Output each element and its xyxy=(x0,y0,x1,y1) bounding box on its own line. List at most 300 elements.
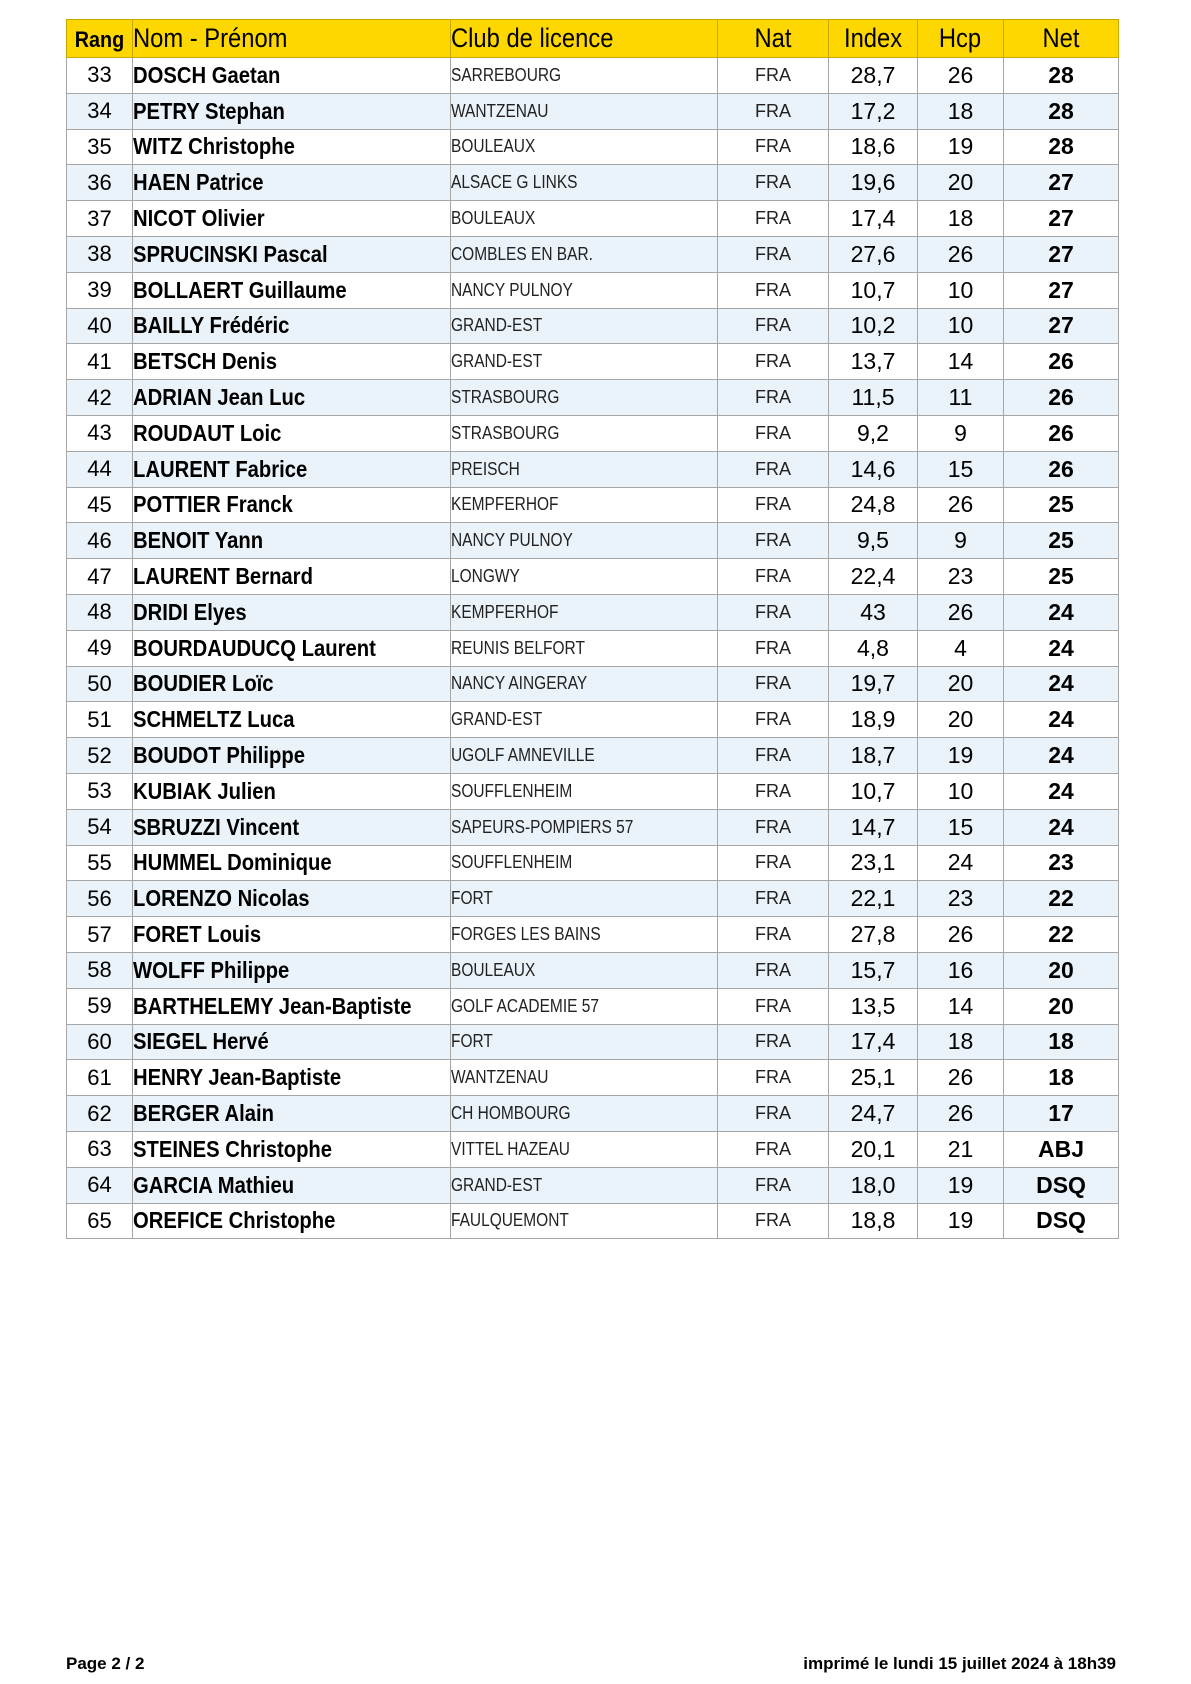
cell-club xyxy=(451,881,718,917)
cell-net: 26 xyxy=(1004,344,1119,380)
cell-club xyxy=(451,380,718,416)
cell-index: 22,4 xyxy=(829,559,918,595)
cell-nat: FRA xyxy=(718,1096,829,1132)
cell-nom-text: BOURDAUDUCQ Laurent xyxy=(133,634,376,661)
cell-nom-text: BOUDOT Philippe xyxy=(133,742,306,769)
cell-hcp: 14 xyxy=(918,988,1004,1024)
cell-index: 22,1 xyxy=(829,881,918,917)
cell-nom-text: SPRUCINSKI Pascal xyxy=(133,240,328,267)
table-row xyxy=(67,1024,1119,1060)
cell-rang: 59 xyxy=(67,988,133,1024)
cell-club xyxy=(451,809,718,845)
cell-nom xyxy=(133,380,451,416)
cell-club-text: SAPEURS-POMPIERS 57 xyxy=(451,816,634,837)
cell-club-text: COMBLES EN BAR. xyxy=(451,243,593,264)
cell-rang: 54 xyxy=(67,809,133,845)
cell-club xyxy=(451,952,718,988)
cell-net: 22 xyxy=(1004,881,1119,917)
cell-hcp: 26 xyxy=(918,1096,1004,1132)
cell-nat: FRA xyxy=(718,129,829,165)
cell-club-text: NANCY AINGERAY xyxy=(451,673,588,694)
cell-club xyxy=(451,559,718,595)
cell-nom xyxy=(133,845,451,881)
cell-nom-text: ADRIAN Jean Luc xyxy=(133,384,306,411)
table-row xyxy=(67,559,1119,595)
cell-nom-text: FORET Louis xyxy=(133,921,262,948)
cell-hcp: 14 xyxy=(918,344,1004,380)
cell-nom xyxy=(133,594,451,630)
cell-club xyxy=(451,988,718,1024)
cell-hcp: 10 xyxy=(918,272,1004,308)
table-row xyxy=(67,630,1119,666)
cell-club xyxy=(451,201,718,237)
cell-club xyxy=(451,773,718,809)
cell-nat: FRA xyxy=(718,666,829,702)
cell-club-text: NANCY PULNOY xyxy=(451,530,573,551)
cell-index: 27,8 xyxy=(829,917,918,953)
cell-club xyxy=(451,165,718,201)
cell-nom-text: OREFICE Christophe xyxy=(133,1207,336,1234)
cell-club-text: FAULQUEMONT xyxy=(451,1210,569,1231)
cell-nat: FRA xyxy=(718,272,829,308)
cell-net: 24 xyxy=(1004,702,1119,738)
cell-net: 24 xyxy=(1004,630,1119,666)
cell-hcp: 16 xyxy=(918,952,1004,988)
cell-index: 20,1 xyxy=(829,1131,918,1167)
cell-net: 27 xyxy=(1004,165,1119,201)
cell-net: 24 xyxy=(1004,809,1119,845)
table-row xyxy=(67,1131,1119,1167)
cell-club-text: SOUFFLENHEIM xyxy=(451,852,573,873)
cell-nat: FRA xyxy=(718,1167,829,1203)
cell-net: 18 xyxy=(1004,1024,1119,1060)
table-row xyxy=(67,988,1119,1024)
cell-nom-text: KUBIAK Julien xyxy=(133,777,276,804)
cell-nom-text: SIEGEL Hervé xyxy=(133,1028,269,1055)
cell-nat: FRA xyxy=(718,845,829,881)
cell-net: 26 xyxy=(1004,380,1119,416)
cell-index: 13,7 xyxy=(829,344,918,380)
table-row xyxy=(67,308,1119,344)
cell-index: 10,7 xyxy=(829,773,918,809)
cell-net: 28 xyxy=(1004,129,1119,165)
cell-club-text: FORT xyxy=(451,1031,493,1052)
cell-nom-text: HUMMEL Dominique xyxy=(133,849,332,876)
cell-hcp: 26 xyxy=(918,594,1004,630)
cell-nat: FRA xyxy=(718,201,829,237)
cell-hcp: 19 xyxy=(918,738,1004,774)
cell-club xyxy=(451,236,718,272)
cell-nom-text: GARCIA Mathieu xyxy=(133,1171,295,1198)
cell-net: 26 xyxy=(1004,451,1119,487)
cell-hcp: 10 xyxy=(918,773,1004,809)
cell-nom xyxy=(133,344,451,380)
table-row xyxy=(67,165,1119,201)
cell-club xyxy=(451,630,718,666)
cell-club-text: FORT xyxy=(451,888,493,909)
cell-club xyxy=(451,1024,718,1060)
cell-index: 17,4 xyxy=(829,1024,918,1060)
cell-index: 28,7 xyxy=(829,58,918,94)
cell-rang: 41 xyxy=(67,344,133,380)
cell-rang: 65 xyxy=(67,1203,133,1239)
cell-rang: 48 xyxy=(67,594,133,630)
cell-club-text: BOULEAUX xyxy=(451,959,536,980)
cell-net: 25 xyxy=(1004,559,1119,595)
cell-nom xyxy=(133,952,451,988)
cell-club xyxy=(451,702,718,738)
cell-hcp: 9 xyxy=(918,523,1004,559)
table-row xyxy=(67,917,1119,953)
cell-nom-text: BARTHELEMY Jean-Baptiste xyxy=(133,992,412,1019)
table-row xyxy=(67,451,1119,487)
cell-rang: 34 xyxy=(67,93,133,129)
cell-nom xyxy=(133,559,451,595)
cell-club-text: STRASBOURG xyxy=(451,422,560,443)
cell-nom-text: POTTIER Franck xyxy=(133,491,293,518)
cell-rang: 64 xyxy=(67,1167,133,1203)
cell-club-text: GRAND-EST xyxy=(451,315,543,336)
cell-nat: FRA xyxy=(718,58,829,94)
cell-club-text: NANCY PULNOY xyxy=(451,279,573,300)
cell-nom-text: LORENZO Nicolas xyxy=(133,885,310,912)
cell-index: 11,5 xyxy=(829,380,918,416)
cell-rang: 57 xyxy=(67,917,133,953)
print-date: imprimé le lundi 15 juillet 2024 à 18h39 xyxy=(803,1654,1116,1673)
cell-nat: FRA xyxy=(718,881,829,917)
cell-club xyxy=(451,272,718,308)
cell-index: 25,1 xyxy=(829,1060,918,1096)
cell-rang: 56 xyxy=(67,881,133,917)
cell-rang: 37 xyxy=(67,201,133,237)
cell-nat: FRA xyxy=(718,487,829,523)
cell-hcp: 18 xyxy=(918,93,1004,129)
cell-rang: 35 xyxy=(67,129,133,165)
cell-nom-text: BAILLY Frédéric xyxy=(133,312,290,339)
cell-hcp: 21 xyxy=(918,1131,1004,1167)
cell-club xyxy=(451,308,718,344)
cell-rang: 61 xyxy=(67,1060,133,1096)
cell-hcp: 19 xyxy=(918,129,1004,165)
header-net: Net xyxy=(1004,20,1119,58)
cell-nom xyxy=(133,129,451,165)
cell-rang: 53 xyxy=(67,773,133,809)
cell-club xyxy=(451,738,718,774)
cell-club xyxy=(451,1203,718,1239)
cell-nom xyxy=(133,451,451,487)
cell-rang: 58 xyxy=(67,952,133,988)
cell-nom xyxy=(133,738,451,774)
cell-hcp: 11 xyxy=(918,380,1004,416)
cell-club xyxy=(451,415,718,451)
table-row xyxy=(67,809,1119,845)
table-row xyxy=(67,1203,1119,1239)
cell-club xyxy=(451,523,718,559)
cell-nom-text: ROUDAUT Loic xyxy=(133,419,282,446)
cell-nat: FRA xyxy=(718,308,829,344)
cell-nom-text: PETRY Stephan xyxy=(133,97,285,124)
cell-nat: FRA xyxy=(718,344,829,380)
cell-club xyxy=(451,1060,718,1096)
cell-net: 25 xyxy=(1004,523,1119,559)
table-row xyxy=(67,594,1119,630)
table-row xyxy=(67,1096,1119,1132)
cell-rang: 43 xyxy=(67,415,133,451)
cell-nat: FRA xyxy=(718,809,829,845)
header-hcp: Hcp xyxy=(918,20,1004,58)
cell-hcp: 23 xyxy=(918,559,1004,595)
cell-club xyxy=(451,594,718,630)
cell-index: 10,2 xyxy=(829,308,918,344)
cell-club-text: FORGES LES BAINS xyxy=(451,924,601,945)
cell-club-text: LONGWY xyxy=(451,566,520,587)
table-row xyxy=(67,1167,1119,1203)
cell-net: 28 xyxy=(1004,58,1119,94)
cell-hcp: 15 xyxy=(918,451,1004,487)
cell-hcp: 26 xyxy=(918,58,1004,94)
cell-nat: FRA xyxy=(718,738,829,774)
cell-club xyxy=(451,1167,718,1203)
cell-club-text: KEMPFERHOF xyxy=(451,494,559,515)
cell-nom xyxy=(133,666,451,702)
cell-hcp: 19 xyxy=(918,1167,1004,1203)
cell-club-text: SARREBOURG xyxy=(451,64,562,85)
cell-nat: FRA xyxy=(718,952,829,988)
cell-nat: FRA xyxy=(718,630,829,666)
cell-nom-text: SBRUZZI Vincent xyxy=(133,813,300,840)
cell-nom xyxy=(133,1024,451,1060)
cell-nom xyxy=(133,93,451,129)
cell-net: 25 xyxy=(1004,487,1119,523)
cell-nat: FRA xyxy=(718,917,829,953)
cell-nat: FRA xyxy=(718,165,829,201)
cell-rang: 36 xyxy=(67,165,133,201)
cell-nom xyxy=(133,1096,451,1132)
cell-nom-text: HENRY Jean-Baptiste xyxy=(133,1064,342,1091)
cell-net: 22 xyxy=(1004,917,1119,953)
cell-nom xyxy=(133,236,451,272)
cell-net: 23 xyxy=(1004,845,1119,881)
cell-club xyxy=(451,917,718,953)
table-row xyxy=(67,702,1119,738)
cell-index: 17,4 xyxy=(829,201,918,237)
cell-rang: 33 xyxy=(67,58,133,94)
cell-rang: 42 xyxy=(67,380,133,416)
cell-rang: 52 xyxy=(67,738,133,774)
cell-net: DSQ xyxy=(1004,1167,1119,1203)
table-body xyxy=(67,58,1119,1239)
cell-nat: FRA xyxy=(718,702,829,738)
header-nom: Nom - Prénom xyxy=(133,20,451,58)
cell-net: 28 xyxy=(1004,93,1119,129)
cell-club xyxy=(451,58,718,94)
table-row xyxy=(67,666,1119,702)
cell-rang: 46 xyxy=(67,523,133,559)
cell-net: 24 xyxy=(1004,666,1119,702)
header-rang: Rang xyxy=(67,20,133,58)
cell-hcp: 10 xyxy=(918,308,1004,344)
cell-rang: 40 xyxy=(67,308,133,344)
cell-nat: FRA xyxy=(718,1024,829,1060)
cell-rang: 55 xyxy=(67,845,133,881)
cell-club xyxy=(451,1096,718,1132)
header-club: Club de licence xyxy=(451,20,718,58)
cell-club xyxy=(451,129,718,165)
cell-nom-text: HAEN Patrice xyxy=(133,169,264,196)
cell-nom xyxy=(133,272,451,308)
cell-club-text: GRAND-EST xyxy=(451,709,543,730)
cell-club-text: UGOLF AMNEVILLE xyxy=(451,745,595,766)
cell-nat: FRA xyxy=(718,1203,829,1239)
cell-nom-text: LAURENT Bernard xyxy=(133,563,313,590)
cell-hcp: 18 xyxy=(918,201,1004,237)
table-row xyxy=(67,952,1119,988)
cell-club-text: GRAND-EST xyxy=(451,1174,543,1195)
cell-net: 26 xyxy=(1004,415,1119,451)
cell-hcp: 20 xyxy=(918,702,1004,738)
cell-nom xyxy=(133,702,451,738)
cell-hcp: 26 xyxy=(918,917,1004,953)
cell-nom xyxy=(133,58,451,94)
cell-nat: FRA xyxy=(718,415,829,451)
cell-club-text: GRAND-EST xyxy=(451,351,543,372)
cell-nom-text: BENOIT Yann xyxy=(133,527,264,554)
cell-index: 9,2 xyxy=(829,415,918,451)
cell-index: 24,8 xyxy=(829,487,918,523)
cell-nom-text: BOLLAERT Guillaume xyxy=(133,276,347,303)
table-row xyxy=(67,1060,1119,1096)
cell-nom xyxy=(133,988,451,1024)
cell-net: 27 xyxy=(1004,201,1119,237)
cell-hcp: 18 xyxy=(918,1024,1004,1060)
cell-club-text: ALSACE G LINKS xyxy=(451,172,578,193)
cell-net: 17 xyxy=(1004,1096,1119,1132)
cell-hcp: 9 xyxy=(918,415,1004,451)
cell-nom-text: SCHMELTZ Luca xyxy=(133,706,295,733)
cell-nom-text: WITZ Christophe xyxy=(133,133,295,160)
cell-rang: 47 xyxy=(67,559,133,595)
cell-club-text: CH HOMBOURG xyxy=(451,1103,571,1123)
cell-club-text: STRASBOURG xyxy=(451,387,560,408)
cell-nat: FRA xyxy=(718,773,829,809)
cell-nom xyxy=(133,308,451,344)
cell-nom xyxy=(133,917,451,953)
cell-net: 24 xyxy=(1004,773,1119,809)
cell-net: 20 xyxy=(1004,952,1119,988)
table-row xyxy=(67,58,1119,94)
cell-club-text: KEMPFERHOF xyxy=(451,601,559,622)
table-row xyxy=(67,845,1119,881)
cell-index: 43 xyxy=(829,594,918,630)
cell-net: 20 xyxy=(1004,988,1119,1024)
cell-club-text: WANTZENAU xyxy=(451,100,549,121)
cell-club-text: REUNIS BELFORT xyxy=(451,637,585,658)
cell-club xyxy=(451,845,718,881)
table-row xyxy=(67,93,1119,129)
cell-rang: 51 xyxy=(67,702,133,738)
cell-rang: 38 xyxy=(67,236,133,272)
table-row xyxy=(67,773,1119,809)
cell-club-text: BOULEAUX xyxy=(451,136,536,157)
cell-rang: 39 xyxy=(67,272,133,308)
cell-hcp: 15 xyxy=(918,809,1004,845)
cell-nom-text: BOUDIER Loïc xyxy=(133,670,274,697)
cell-index: 18,0 xyxy=(829,1167,918,1203)
cell-index: 9,5 xyxy=(829,523,918,559)
cell-club-text: WANTZENAU xyxy=(451,1067,549,1088)
cell-index: 27,6 xyxy=(829,236,918,272)
cell-index: 4,8 xyxy=(829,630,918,666)
table-row xyxy=(67,380,1119,416)
cell-hcp: 20 xyxy=(918,165,1004,201)
cell-index: 24,7 xyxy=(829,1096,918,1132)
cell-index: 23,1 xyxy=(829,845,918,881)
cell-nom-text: STEINES Christophe xyxy=(133,1135,333,1162)
cell-rang: 63 xyxy=(67,1131,133,1167)
cell-nom-text: DRIDI Elyes xyxy=(133,598,247,625)
table-row xyxy=(67,415,1119,451)
cell-net: 27 xyxy=(1004,308,1119,344)
cell-index: 19,7 xyxy=(829,666,918,702)
cell-nom xyxy=(133,1060,451,1096)
cell-nom xyxy=(133,809,451,845)
cell-net: 18 xyxy=(1004,1060,1119,1096)
cell-index: 17,2 xyxy=(829,93,918,129)
cell-nom xyxy=(133,201,451,237)
cell-index: 13,5 xyxy=(829,988,918,1024)
cell-club-text: BOULEAUX xyxy=(451,208,536,229)
cell-index: 14,7 xyxy=(829,809,918,845)
cell-nom-text: DOSCH Gaetan xyxy=(133,61,281,88)
table-row xyxy=(67,129,1119,165)
table-row xyxy=(67,881,1119,917)
cell-nat: FRA xyxy=(718,594,829,630)
cell-nat: FRA xyxy=(718,559,829,595)
cell-club-text: GOLF ACADEMIE 57 xyxy=(451,995,599,1016)
cell-rang: 45 xyxy=(67,487,133,523)
cell-nat: FRA xyxy=(718,1131,829,1167)
table-row xyxy=(67,738,1119,774)
cell-nom xyxy=(133,415,451,451)
cell-net: 27 xyxy=(1004,236,1119,272)
header-index: Index xyxy=(829,20,918,58)
table-row xyxy=(67,523,1119,559)
table-row xyxy=(67,272,1119,308)
cell-hcp: 23 xyxy=(918,881,1004,917)
cell-nom-text: WOLFF Philippe xyxy=(133,956,290,983)
cell-club xyxy=(451,666,718,702)
cell-club-text: VITTEL HAZEAU xyxy=(451,1138,570,1159)
cell-net: 27 xyxy=(1004,272,1119,308)
cell-net: 24 xyxy=(1004,738,1119,774)
cell-index: 19,6 xyxy=(829,165,918,201)
cell-index: 14,6 xyxy=(829,451,918,487)
cell-club xyxy=(451,93,718,129)
cell-index: 18,9 xyxy=(829,702,918,738)
header-row xyxy=(67,20,1119,58)
cell-index: 18,6 xyxy=(829,129,918,165)
cell-net: 24 xyxy=(1004,594,1119,630)
table-row xyxy=(67,487,1119,523)
cell-nom-text: LAURENT Fabrice xyxy=(133,455,308,482)
cell-nom-text: BETSCH Denis xyxy=(133,348,277,375)
cell-club-text: PREISCH xyxy=(451,458,520,479)
cell-hcp: 26 xyxy=(918,487,1004,523)
cell-club xyxy=(451,1131,718,1167)
cell-index: 18,8 xyxy=(829,1203,918,1239)
cell-rang: 62 xyxy=(67,1096,133,1132)
table-row xyxy=(67,201,1119,237)
